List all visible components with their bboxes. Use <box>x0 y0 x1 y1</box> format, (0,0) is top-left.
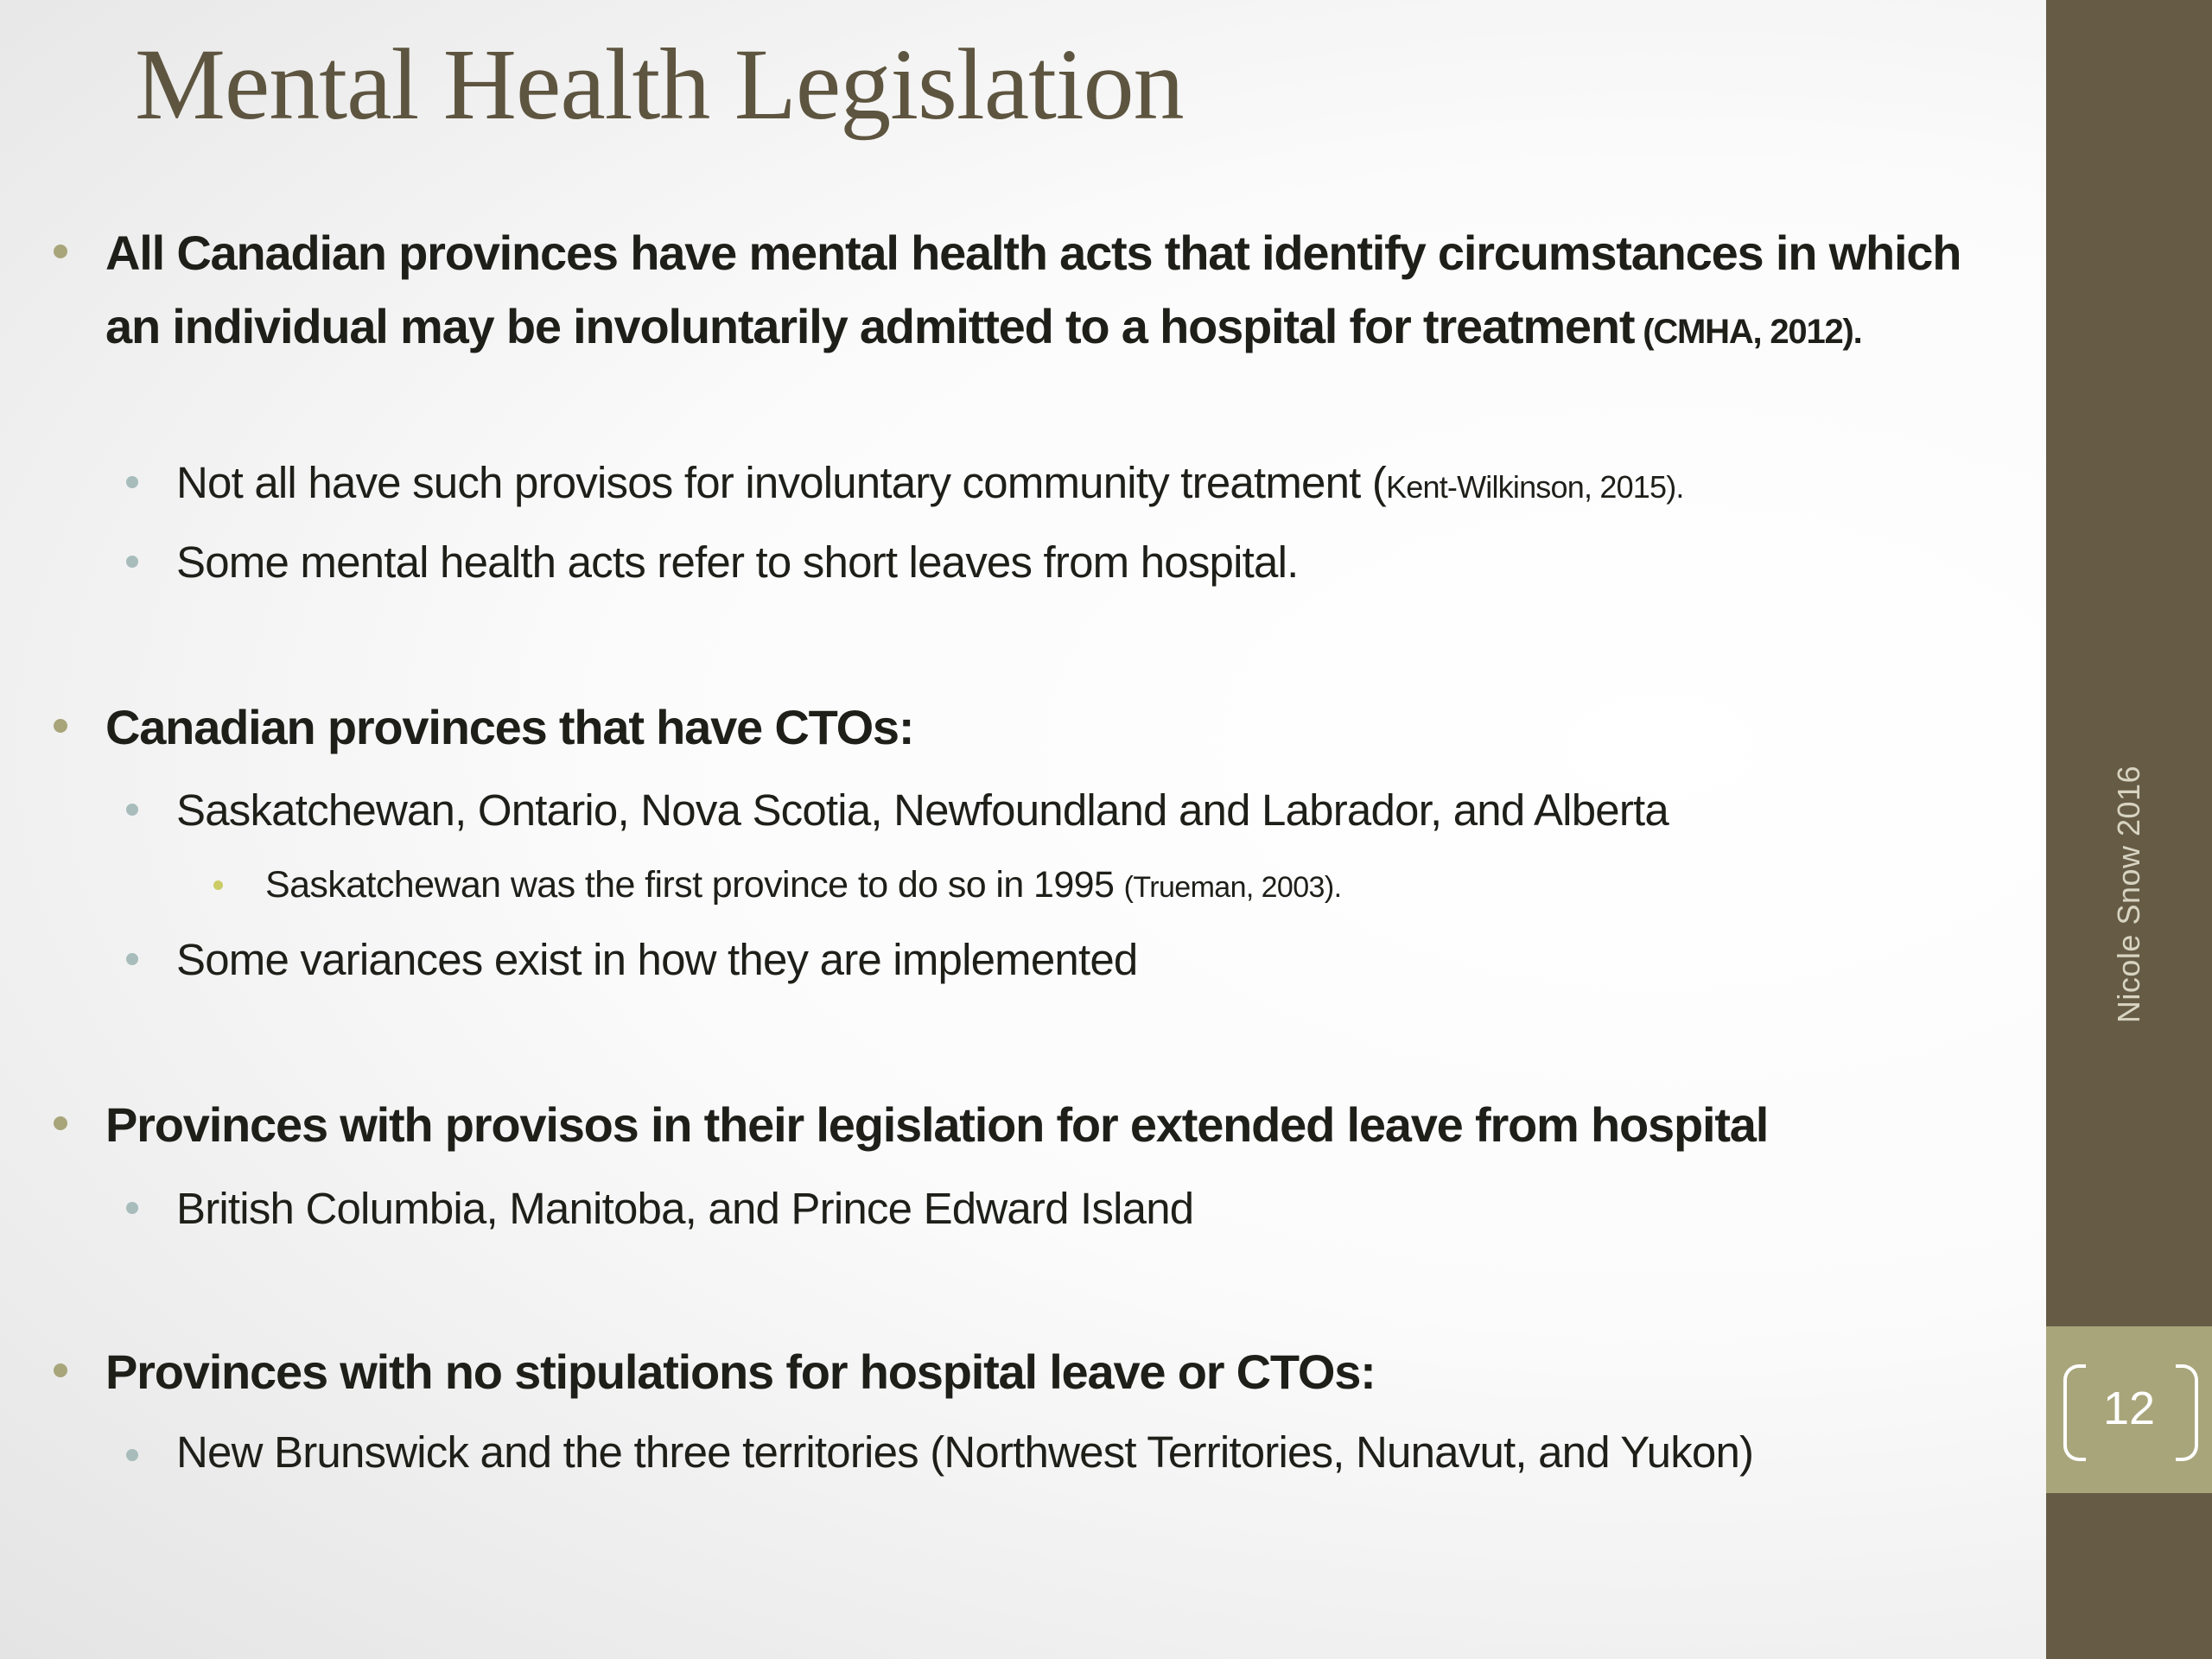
bullet-text: Provinces with no stipulations for hospital leave or CTOs: <box>105 1344 1376 1399</box>
bullet-text: British Columbia, Manitoba, and Prince Edward Island <box>176 1184 1194 1233</box>
bullet-dot-icon <box>126 556 138 568</box>
page-number: 12 <box>2102 1382 2156 1434</box>
subbullet-extended-leave-list <box>176 1172 1193 1245</box>
bullet-dot-icon <box>126 1202 138 1214</box>
citation: Kent-Wilkinson, 2015). <box>1386 469 1684 505</box>
bullet-text: Canadian provinces that have CTOs: <box>105 700 914 754</box>
bullet-dot-icon <box>54 245 67 258</box>
subbullet-short-leaves <box>176 525 1298 599</box>
subbullet-cto-list <box>176 773 1669 847</box>
subbullet-community-treatment <box>176 446 1684 524</box>
bullet-text: Saskatchewan was the first province to do so in 1995 <box>265 864 1124 906</box>
right-bracket-icon <box>2176 1364 2198 1461</box>
bullet-text: Saskatchewan, Ontario, Nova Scotia, Newfoundland and Labrador, and Alberta <box>176 785 1669 835</box>
citation: (Trueman, 2003). <box>1123 871 1342 904</box>
subbullet-variances <box>176 923 1138 996</box>
bullet-dot-icon <box>126 804 138 816</box>
bullet-dot-icon <box>126 953 138 965</box>
author-footer: Nicole Snow 2016 <box>2111 765 2146 1024</box>
bullet-involuntary-admission <box>105 216 1989 369</box>
bullet-dot-icon <box>54 719 67 733</box>
subsubbullet-saskatchewan-first <box>265 855 1341 918</box>
bullet-text: Some mental health acts refer to short leaves from hospital. <box>176 537 1299 587</box>
bullet-extended-leave <box>105 1088 1768 1161</box>
bullet-text: Not all have such provisos for involuntary community treatment ( <box>176 458 1387 507</box>
bullet-text: All Canadian provinces have mental health acts that identify circumstances in which an individual may be involuntarily admitted to a hospital for treatment <box>105 226 1961 353</box>
bullet-dot-icon <box>126 1449 138 1461</box>
bullet-text: New Brunswick and the three territories (Northwest Territories, Nunavut, and Yukon) <box>176 1427 1754 1477</box>
bullet-dot-icon <box>54 1116 67 1130</box>
citation: (CMHA, 2012). <box>1634 313 1862 351</box>
bullet-dot-icon <box>54 1363 67 1377</box>
page-number-box <box>2046 1326 2212 1493</box>
subbullet-no-stipulations-list <box>176 1419 1939 1485</box>
slide-title: Mental Health Legislation <box>135 28 1184 141</box>
bullet-text: Some variances exist in how they are implemented <box>176 935 1138 984</box>
bullet-no-stipulations <box>105 1335 1376 1408</box>
bullet-cto-provinces <box>105 690 913 764</box>
bullet-dot-icon <box>213 880 223 890</box>
bullet-dot-icon <box>126 476 138 488</box>
bullet-text: Provinces with provisos in their legislation for extended leave from hospital <box>105 1097 1769 1152</box>
